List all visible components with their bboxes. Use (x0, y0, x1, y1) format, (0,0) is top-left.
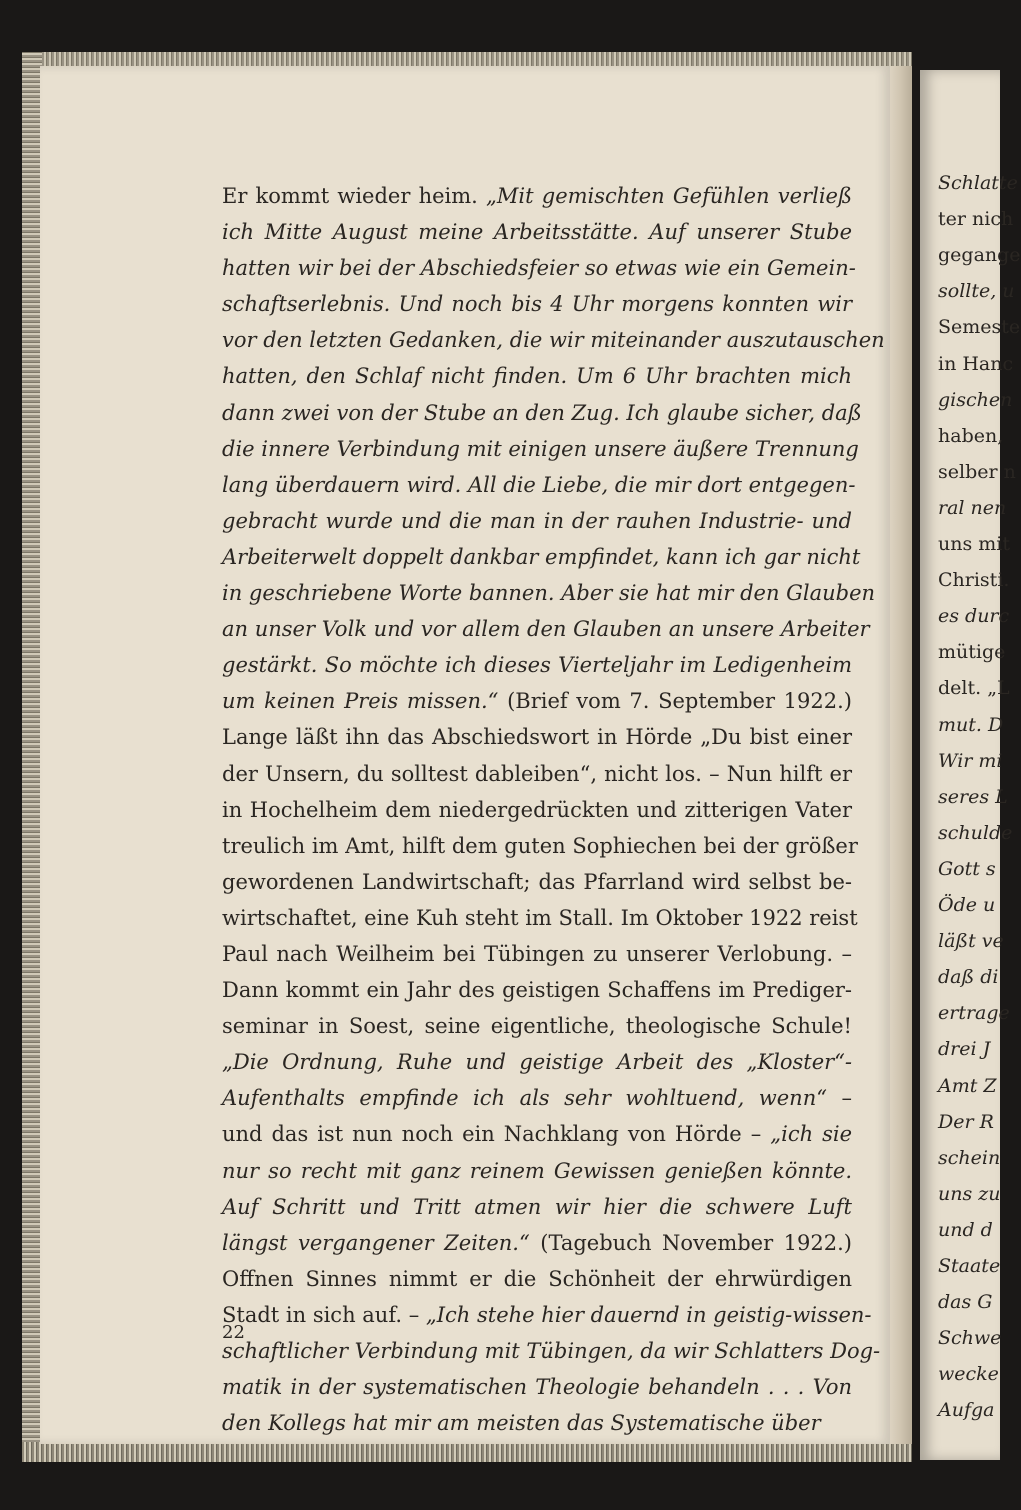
facing-page-line: mütige (938, 641, 1006, 664)
facing-page-line: haben, (938, 424, 1004, 447)
facing-page-line: gegange (938, 244, 1021, 267)
facing-page-line: Amt Z (938, 1074, 997, 1097)
text-line (222, 972, 852, 1008)
facing-page-line: Schlatte (938, 172, 1018, 194)
facing-page-line: Semeste (938, 316, 1021, 339)
italic-text: „Die Ordnung, Ruhe und geistige Arbeit des „Kloster“- (222, 1050, 852, 1075)
facing-page-line: ertrage (938, 1002, 1010, 1025)
italic-text: dann zwei von der Stube an den Zug. Ich glaube sicher, daß (222, 400, 862, 425)
text-line (222, 1369, 852, 1405)
roman-text: Lange läßt ihn das Abschiedswort in Hörde „Du bist einer (222, 725, 852, 750)
italic-text: „Ich stehe hier dauernd in geistig-wissen- (425, 1302, 872, 1327)
roman-text: Er kommt wieder heim. (222, 184, 487, 208)
text-line (222, 864, 852, 900)
italic-text: um keinen Preis missen.“ (222, 689, 499, 714)
roman-text: (Tagebuch November 1922.) (529, 1230, 852, 1255)
facing-page-line: das G (938, 1291, 993, 1314)
text-line (222, 1297, 872, 1333)
facing-page-line: ral nen (938, 496, 1007, 519)
roman-text: treulich im Amt, hilft dem guten Sophiechen bei der größer (222, 833, 858, 858)
facing-page-line: Wir mi (938, 749, 1003, 772)
text-line (222, 1044, 852, 1080)
facing-page-line: sollte, u (938, 280, 1015, 303)
facing-page-line: ter nich (938, 208, 1014, 231)
text-line (222, 792, 852, 828)
italic-text: Arbeiterwelt doppelt dankbar empfindet, kann ich gar nicht (222, 544, 861, 569)
facing-page-line: Schwe (938, 1327, 1002, 1350)
roman-text: – (826, 1086, 852, 1111)
text-line (222, 1225, 852, 1261)
italic-text: an unser Volk und vor allem den Glauben an unsere Arbeiter (222, 617, 870, 642)
facing-page-line: delt. „L (938, 677, 1010, 700)
facing-page-fragment (920, 70, 1021, 1460)
text-line (222, 395, 862, 431)
facing-page-line: seres L (938, 785, 1008, 808)
facing-page-line: schein (938, 1146, 1001, 1169)
text-line (222, 286, 852, 322)
facing-page-line: uns zu (938, 1182, 1001, 1205)
book-binding-left (22, 52, 42, 1462)
facing-page-line: in Hanc (938, 352, 1014, 375)
text-line (222, 1008, 852, 1044)
text-line (222, 611, 870, 647)
facing-page-line: Gott s (938, 857, 996, 880)
facing-page-line: Staate (938, 1255, 1001, 1277)
text-line (222, 178, 852, 214)
facing-page-line: läßt ve (938, 930, 1004, 953)
text-line (222, 431, 859, 467)
facing-page-line: selber n (938, 460, 1016, 483)
italic-text: lang überdauern wird. All die Liebe, die mir dort entgegen- (222, 472, 856, 497)
text-line (222, 503, 852, 539)
italic-text: hatten wir bei der Abschiedsfeier so etwas wie ein Gemein- (222, 256, 856, 281)
text-line (222, 358, 852, 394)
italic-text: Aufenthalts empfinde ich als sehr wohltuend, wenn“ (222, 1086, 827, 1111)
facing-page-line: Öde u (938, 894, 996, 916)
text-line (222, 1153, 852, 1189)
italic-text: gestärkt. So möchte ich dieses Vierteljahr im Ledigenheim (222, 653, 852, 678)
roman-text: seminar in Soest, seine eigentliche, theologische Schule! (222, 1014, 852, 1039)
roman-text: der Unsern, du solltest dableiben“, nicht los. – Nun hilft er (222, 761, 852, 786)
facing-page-line: Christi. (938, 569, 1010, 592)
facing-page-line: wecke (938, 1363, 999, 1386)
roman-text: gewordenen Landwirtschaft; das Pfarrland wird selbst be- (222, 869, 852, 894)
text-line (222, 214, 852, 250)
text-line (222, 250, 856, 286)
italic-text: in geschriebene Worte bannen. Aber sie hat mir den Glauben (222, 581, 876, 606)
roman-text: wirtschaftet, eine Kuh steht im Stall. Im Oktober 1922 reist (222, 905, 858, 930)
text-line (222, 1333, 881, 1369)
roman-text: Dann kommt ein Jahr des geistigen Schaffens im Prediger- (222, 978, 852, 1003)
facing-page-line: Aufga (938, 1399, 995, 1422)
roman-text: Paul nach Weilheim bei Tübingen zu unserer Verlobung. – (222, 941, 852, 966)
facing-page-line: und d (938, 1218, 993, 1241)
roman-text: Offnen Sinnes nimmt er die Schönheit der ehrwürdigen (222, 1266, 852, 1291)
page-gutter (890, 66, 912, 1444)
text-line (222, 539, 861, 575)
italic-text: Auf Schritt und Tritt atmen wir hier die schwere Luft (222, 1194, 852, 1219)
facing-page-line: es durc (938, 605, 1010, 628)
text-line (222, 1116, 852, 1152)
text-line (222, 575, 876, 611)
italic-text: den Kollegs hat mir am meisten das Systematische über (222, 1411, 821, 1436)
italic-text: matik in der systematischen Theologie behandeln . . . Von (222, 1375, 852, 1400)
facing-page-line: mut. D (938, 713, 1004, 736)
book-binding-bottom (22, 1442, 912, 1462)
text-line (222, 647, 852, 683)
body-text (222, 178, 885, 1441)
facing-page-line: uns mit (938, 533, 1010, 555)
italic-text: „ich sie (770, 1122, 853, 1147)
page-number: 22 (222, 1322, 245, 1343)
text-line (222, 1189, 852, 1225)
italic-text: vor den letzten Gedanken, die wir miteinander auszutauschen (222, 328, 885, 353)
italic-text: längst vergangener Zeiten.“ (222, 1230, 530, 1255)
facing-page-line: Der R (938, 1110, 994, 1133)
text-line (222, 467, 856, 503)
text-line (222, 828, 858, 864)
text-line (222, 1080, 852, 1116)
facing-page-line: drei J (938, 1038, 991, 1061)
italic-text: gebracht wurde und die man in der rauhen Industrie- und (222, 508, 852, 533)
text-line (222, 719, 852, 755)
roman-text: (Brief vom 7. September 1922.) (498, 689, 852, 714)
italic-text: schaftserlebnis. Und noch bis 4 Uhr morgens konnten wir (222, 292, 852, 317)
italic-text: ich Mitte August meine Arbeitsstätte. Auf unserer Stube (222, 220, 852, 245)
text-line (222, 1405, 852, 1441)
italic-text: nur so recht mit ganz reinem Gewissen genießen könnte. (222, 1158, 852, 1183)
italic-text: hatten, den Schlaf nicht finden. Um 6 Uhr brachten mich (222, 364, 852, 389)
facing-page-line: daß di (938, 966, 999, 989)
roman-text: und das ist nun noch ein Nachklang von Hörde – (222, 1122, 771, 1147)
italic-text: die innere Verbindung mit einigen unsere äußere Trennung (222, 436, 859, 461)
italic-text: schaftlicher Verbindung mit Tübingen, da wir Schlatters Dog- (222, 1339, 881, 1363)
text-line (222, 1261, 852, 1297)
text-line (222, 756, 852, 792)
text-line (222, 936, 852, 972)
facing-page-line: gischen (938, 388, 1013, 411)
roman-text: in Hochelheim dem niedergedrückten und zitterigen Vater (222, 797, 852, 822)
text-line (222, 900, 858, 936)
facing-page-line: schulde (938, 821, 1013, 844)
roman-text: Stadt in sich auf. – (222, 1302, 426, 1327)
italic-text: „Mit gemischten Gefühlen verließ (486, 184, 852, 208)
text-line (222, 322, 885, 358)
text-line (222, 683, 852, 719)
